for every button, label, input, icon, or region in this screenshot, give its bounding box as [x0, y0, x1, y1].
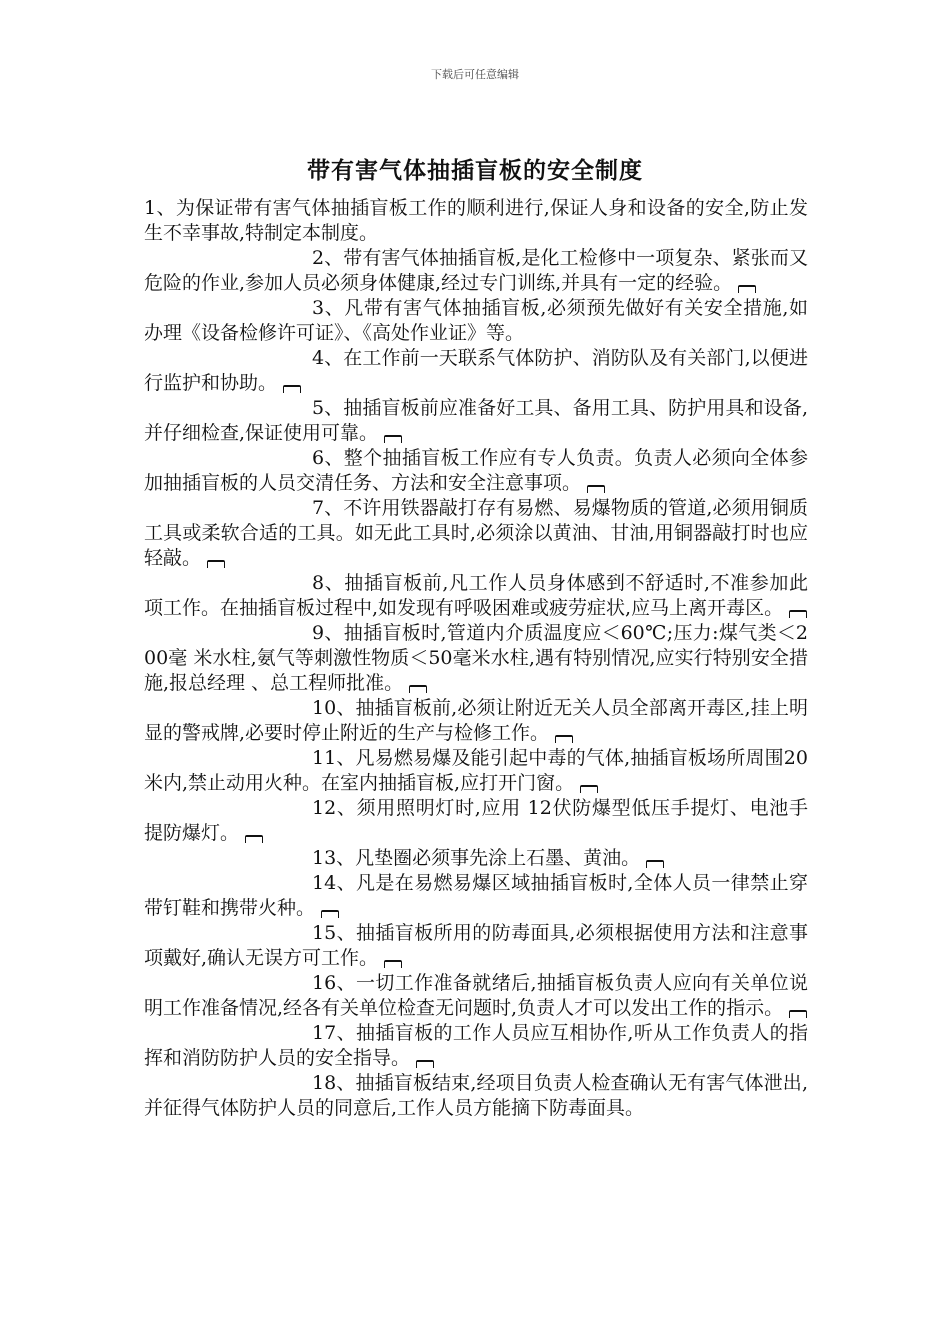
- clause-text: 16、一切工作准备就绪后,抽插盲板负责人应向有关单位说明工作准备情况,经各有关单位检查无问题时,负责人才可以发出工作的指示。: [144, 972, 808, 1019]
- clause-12: [144, 796, 808, 846]
- paragraph-mark-icon: [555, 735, 573, 743]
- paragraph-mark-icon: [646, 860, 664, 868]
- paragraph-mark-icon: [384, 435, 402, 443]
- clause-18: [144, 1071, 808, 1121]
- paragraph-mark-icon: [384, 960, 402, 968]
- clause-text: 2、带有害气体抽插盲板,是化工检修中一项复杂、紧张而又危险的作业,参加人员必须身体健康,经过专门训练,并具有一定的经验。: [144, 247, 808, 294]
- clause-14: [144, 871, 808, 921]
- clause-2: [144, 246, 808, 296]
- clause-15: [144, 921, 808, 971]
- paragraph-mark-icon: [245, 835, 263, 843]
- clause-7: [144, 496, 808, 571]
- paragraph-mark-icon: [789, 1010, 807, 1018]
- clause-13: [144, 846, 808, 871]
- clause-6: [144, 446, 808, 496]
- clause-text: 15、抽插盲板所用的防毒面具,必须根据使用方法和注意事项戴好,确认无误方可工作。: [144, 922, 808, 969]
- clause-text: 13、凡垫圈必须事先涂上石墨、黄油。: [312, 847, 641, 869]
- clause-text: 12、须用照明灯时,应用 12伏防爆型低压手提灯、电池手提防爆灯。: [144, 797, 808, 844]
- clause-16: [144, 971, 808, 1021]
- clause-text: 8、抽插盲板前,凡工作人员身体感到不舒适时,不准参加此项工作。在抽插盲板过程中,如发现有呼吸困难或疲劳症状,应马上离开毒区。: [144, 572, 808, 619]
- paragraph-mark-icon: [416, 1060, 434, 1068]
- header-note: 下载后可任意编辑: [431, 68, 519, 81]
- clause-text: 10、抽插盲板前,必须让附近无关人员全部离开毒区,挂上明显的警戒牌,必要时停止附近的生产与检修工作。: [144, 697, 808, 744]
- clause-4: [144, 346, 808, 396]
- paragraph-mark-icon: [409, 685, 427, 693]
- paragraph-mark-icon: [580, 785, 598, 793]
- clause-text: 3、凡带有害气体抽插盲板,必须预先做好有关安全措施,如办理《设备检修许可证》、《高处作业证》等。: [144, 297, 808, 344]
- clause-3: [144, 296, 808, 346]
- clause-text: 18、抽插盲板结束,经项目负责人检查确认无有害气体泄出,并征得气体防护人员的同意后,工作人员方能摘下防毒面具。: [144, 1072, 808, 1119]
- clause-text: 4、在工作前一天联系气体防护、消防队及有关部门,以便进行监护和协助。: [144, 347, 808, 394]
- clause-text: 17、抽插盲板的工作人员应互相协作,听从工作负责人的指挥和消防防护人员的安全指导。: [144, 1022, 808, 1069]
- paragraph-mark-icon: [789, 610, 807, 618]
- clause-10: [144, 696, 808, 746]
- clause-text: 1、为保证带有害气体抽插盲板工作的顺利进行,保证人身和设备的安全,防止发生不幸事故,特制定本制度。: [144, 197, 808, 244]
- clause-text: 14、凡是在易燃易爆区域抽插盲板时,全体人员一律禁止穿带钉鞋和携带火种。: [144, 872, 808, 919]
- paragraph-mark-icon: [587, 485, 605, 493]
- clause-9: [144, 621, 808, 696]
- paragraph-mark-icon: [207, 560, 225, 568]
- clause-17: [144, 1021, 808, 1071]
- paragraph-mark-icon: [738, 285, 756, 293]
- paragraph-mark-icon: [283, 385, 301, 393]
- clause-text: 7、不许用铁器敲打存有易燃、易爆物质的管道,必须用铜质工具或柔软合适的工具。如无此工具时,必须涂以黄油、甘油,用铜器敲打时也应轻敲。: [144, 497, 808, 569]
- clause-5: [144, 396, 808, 446]
- clause-text: 9、抽插盲板时,管道内介质温度应＜60℃;压力:煤气类＜200毫 米水柱,氨气等刺激性物质＜50毫米水柱,遇有特别情况,应实行特别安全措施,报总经理 、总工程师批准。: [144, 622, 808, 694]
- document-body: [144, 196, 808, 1121]
- clause-text: 6、整个抽插盲板工作应有专人负责。负责人必须向全体参加抽插盲板的人员交清任务、方法和安全注意事项。: [144, 447, 808, 494]
- clause-8: [144, 571, 808, 621]
- clause-text: 5、抽插盲板前应准备好工具、备用工具、防护用具和设备,并仔细检查,保证使用可靠。: [144, 397, 808, 444]
- document-title: 带有害气体抽插盲板的安全制度: [307, 157, 643, 184]
- paragraph-mark-icon: [321, 910, 339, 918]
- clause-text: 11、凡易燃易爆及能引起中毒的气体,抽插盲板场所周围20米内,禁止动用火种。在室内抽插盲板,应打开门窗。: [144, 747, 808, 794]
- clause-1: [144, 196, 808, 246]
- clause-11: [144, 746, 808, 796]
